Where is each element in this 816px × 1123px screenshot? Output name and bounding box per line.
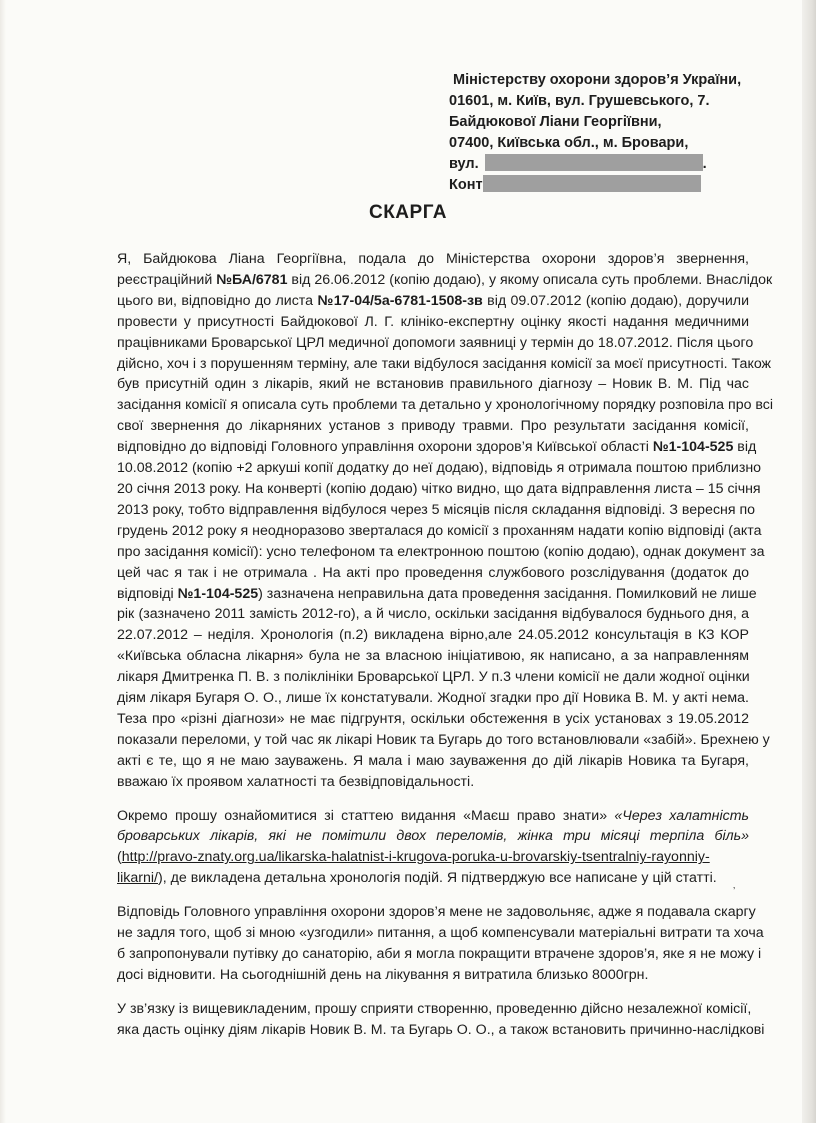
text-line: 10.08.2012 (копію +2 аркуші копії додатку до неї додаю), відповідь я отримала поштою приблизно [117,460,762,477]
text-line: не задля того, щоб зі мною «узгодили» питання, а щоб компенсували матеріальні витрати та хоча [117,925,764,942]
text-line: Я, Байдюкова Ліана Георгіївна, подала до Міністерства охорони здоров’я звернення, [117,251,749,267]
text-line: досі відновити. На сьогоднішній день на лікування я витратила близько 8000грн. [117,966,649,983]
text-line: акті є те, що я не маю зауважень. Я мала і маю зауваження до дій лікарів Новика та Бугаря, [117,752,749,769]
text-line: про засідання комісії): усно телефоном та електронною поштою (копію додаю), однак документ за [117,543,765,560]
text-line: likarni/), де викладена детальна хронологія подій. Я підтверджую все написане у цій статті. [117,870,717,887]
addressee-block [449,70,769,196]
text-line: працівниками Броварської ЦРЛ медичної допомоги заявниці у термін до 18.07.2012. Після цього [117,334,754,351]
text-line: діям лікаря Бугаря О. О., лише їх констатували. Жодної згадки про дії Новика В. М. у акті нема. [117,690,749,707]
page-left-edge [0,0,6,1123]
text-line: провести у присутності Байдюкової Л. Г. клініко-експертну оцінку якості надання медичними [117,313,749,330]
complaint-body [117,249,774,1054]
document-title: СКАРГА [368,202,447,223]
text-line: 2013 року, тобто відправлення відбулося через 5 місяців після складання відповіді. З вересня по [117,501,756,518]
text-line: б запропонували путівку до санаторію, аби я могла покращити втрачене здоров’я, яке я не можу і [117,946,762,962]
redaction-bar-street [485,154,703,171]
text-line: відповіді №1-104-525) зазначена неправильна дата проведення засідання. Помилковий не лише [117,585,757,602]
text-line: Теза про «різні діагнози» не має підгрунтя, оскільки обстеження в усіх установах з 19.05.2012 [117,710,749,727]
text-line: цей час я так і не отримала . На акті про проведення службового розслідування (додаток до [117,564,749,581]
sender-contact-label: Конт [449,177,483,193]
sender-street-label: вул. [449,156,479,172]
text-line: цього ви, відповідно до листа №17-04/5а-6781-1508-зв від 09.07.2012 (копію додаю), доручили [117,292,749,309]
sender-name: Байдюкової Ліани Георгіївни, [449,114,662,130]
text-line: вважаю їх проявом халатності та безвідповідальності. [117,773,475,790]
paragraph-request [117,999,765,1041]
text-line: Відповідь Головного управління охорони здоров’я мене не задовольняє, адже я подавала скаргу [117,904,756,921]
text-line: «Київська обласна лікарня» була не за власною ініціативою, як написано, а за направленням [117,648,749,665]
addressee-ministry: Міністерству охорони здоров’я України, [453,72,742,88]
text-line: був присутній один з лікарів, який не встановив правильного діагнозу – Новик В. М. Під час [117,376,749,393]
text-line: (http://pravo-znaty.org.ua/likarska-halatnist-i-krugova-poruka-u-brovarskiy-tsentralniy-rayonniy- [117,849,710,866]
addressee-ministry-address: 01601, м. Київ, вул. Грушевського, 7. [449,93,710,109]
paragraph-article [117,806,749,890]
text-line: 20 січня 2013 року. На конверті (копію додаю) чітко видно, що дата відправлення листа – 15 січня [117,480,761,497]
text-line: 22.07.2012 – неділя. Хронологія (п.2) викладена вірно,але 24.05.2012 консультація в КЗ КОР [117,627,749,644]
text-line: реєстраційний №БА/6781 від 26.06.2012 (копію додаю), у якому описала суть проблеми. Внаслідок [117,271,773,288]
text-line: грудень 2012 року я неодноразово зверталася до комісії з проханням надати копію відповіді (акта [117,522,762,539]
text-line: броварських лікарів, які не помітили двох переломів, жінка три місяці терпіла біль» [117,828,749,845]
scan-mark: ’ [733,886,736,897]
sender-contact [449,175,769,196]
text-line: дійсно, хоч і з порушенням терміну, але таки відбулося засідання комісії за моєї присутності. Також [117,355,772,372]
paragraph-main [117,249,774,793]
text-line: рік (зазначено 2011 замість 2012-го), а й число, оскільки засідання відбувалося буднього дня, а [117,606,749,623]
page-right-edge [802,0,816,1123]
paragraph-response [117,902,764,986]
text-line: показали переломи, у той час як лікарі Новик та Бугарь до того встановлювали «забій». Брехнею у [117,731,770,748]
sender-street-end: . [702,156,707,172]
redaction-bar-contact [483,175,701,192]
text-line: яка дасть оцінку діям лікарів Новик В. М. та Бугарь О. О., а також встановить причинно-наслідкові [117,1021,765,1038]
text-line: засідання комісії я описала суть проблеми та детально у хронологічному порядку розповіла про всі [117,397,774,414]
sender-street [449,154,769,175]
text-line: лікаря Дмитренка П. В. з поліклініки Броварської ЦРЛ. У п.3 члени комісії не дали жодної оцінки [117,669,750,686]
sender-city: 07400, Київська обл., м. Бровари, [449,135,689,151]
text-line: відповідно до відповіді Головного управління охорони здоров’я Київської області №1-104-525 від [117,439,757,456]
text-line: свої звернення до лікарняних установ з приводу травми. Про результати засідання комісії, [117,418,749,435]
text-line: Окремо прошу ознайомитися зі статтею видання «Маєш право знати» «Через халатність [117,807,749,824]
text-line: У зв’язку із вищевикладеним, прошу сприяти створенню, проведенню дійсно незалежної комісії, [117,1000,752,1017]
